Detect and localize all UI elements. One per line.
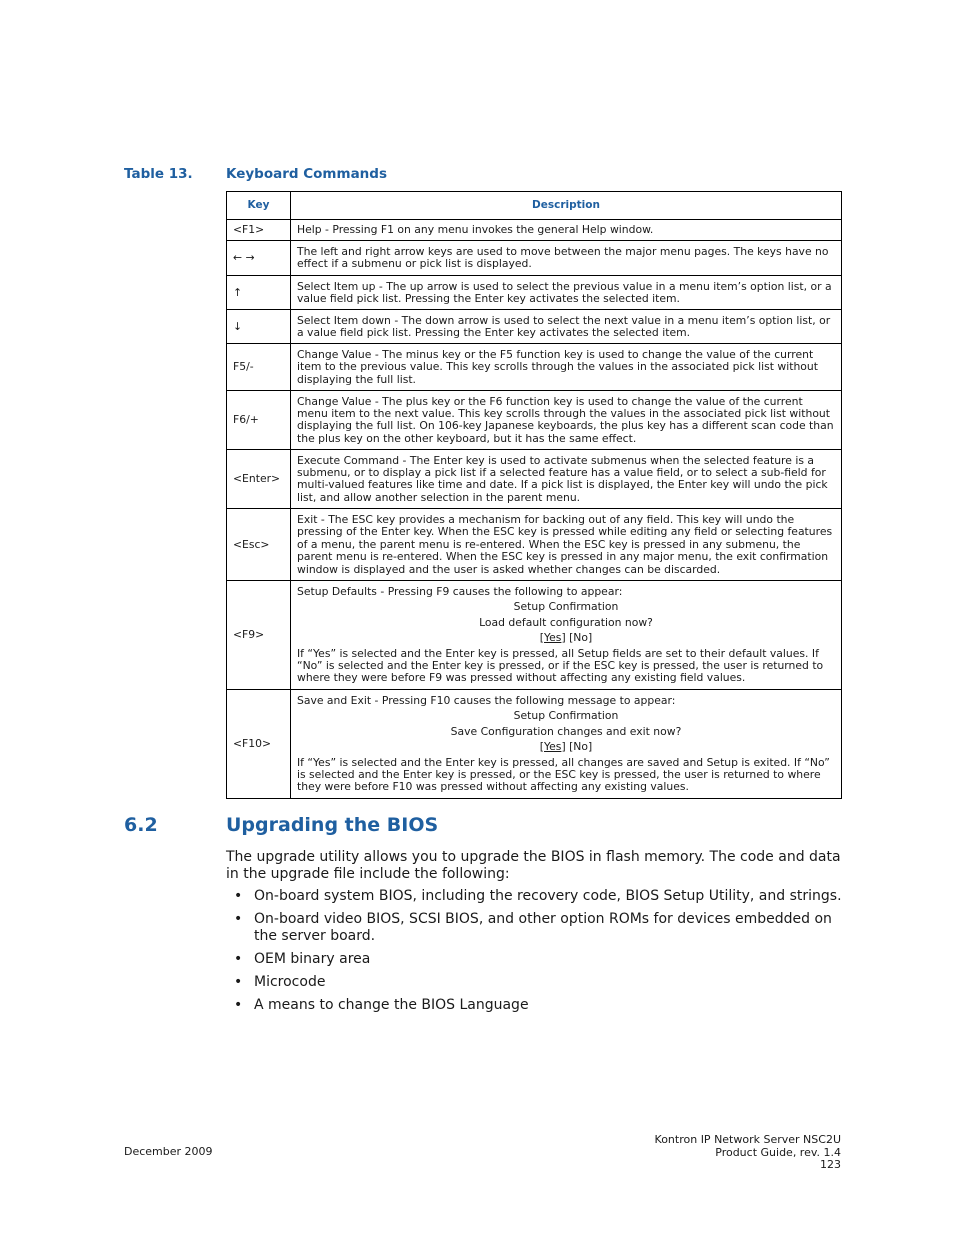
section-heading <box>124 814 438 836</box>
table-row <box>227 344 842 391</box>
f10-yes-option: Yes <box>544 740 562 754</box>
table-row <box>227 310 842 344</box>
footer-date: December 2009 <box>124 1145 213 1158</box>
footer-right <box>655 1134 841 1172</box>
f10-confirm-question: Save Configuration changes and exit now? <box>450 724 682 738</box>
bullet-icon: • <box>234 911 243 927</box>
footer-product: Kontron IP Network Server NSC2U <box>654 1133 841 1146</box>
key-cell: <F9> <box>227 581 291 690</box>
bullet-icon: • <box>234 888 243 904</box>
description-cell: Select Item down - The down arrow is used to select the next value in a menu item’s option list, or a value field pick list. Pressing the Enter key activates the selected item. <box>291 310 842 344</box>
description-cell: Change Value - The minus key or the F5 function key is used to change the value of the current item to the previous value. This key scrolls through the values in the associated pick list without displaying the full list. <box>291 344 842 391</box>
description-cell: Exit - The ESC key provides a mechanism for backing out of any field. This key will undo the pressing of the Enter key. When the ESC key is pressed while editing any field or selecting features of a menu, the parent menu is re-entered. When the ESC key is pressed in any submenu, the parent menu is re-entered. When the ESC key is pressed in any major menu, the exit confirmation window is displayed and the user is asked whether changes can be discarded. <box>291 509 842 581</box>
table-row <box>227 690 842 799</box>
table-row <box>227 509 842 581</box>
bullet-icon: • <box>234 973 243 990</box>
f10-intro: Save and Exit - Pressing F10 causes the following message to appear: <box>297 693 676 707</box>
f10-confirm-title: Setup Confirmation <box>513 709 619 723</box>
description-cell: The left and right arrow keys are used to move between the major menu pages. The keys have no effect if a submenu or pick list is displayed. <box>291 241 842 276</box>
key-cell: <Enter> <box>227 450 291 509</box>
description-cell: Select Item up - The up arrow is used to select the previous value in a menu item’s option list, or a value field pick list. Pressing the Enter key activates the selected item. <box>291 276 842 310</box>
f9-confirm-title: Setup Confirmation <box>513 600 619 614</box>
section-paragraph: The upgrade utility allows you to upgrade the BIOS in flash memory. The code and data in the upgrade file include the following: <box>226 849 841 882</box>
key-cell: ↑ <box>227 276 291 310</box>
table-caption-number: Table 13. <box>124 166 193 182</box>
table-row <box>227 391 842 450</box>
key-cell: ↓ <box>227 310 291 344</box>
footer-guide: Product Guide, rev. 1.4 <box>715 1145 841 1159</box>
list-item: • A means to change the BIOS Language <box>234 996 529 1013</box>
description-cell <box>291 690 842 799</box>
list-item: • On-board system BIOS, including the recovery code, BIOS Setup Utility, and strings. <box>234 888 842 904</box>
section-number: 6.2 <box>124 814 158 836</box>
key-cell: <F1> <box>227 220 291 241</box>
header-description: Description <box>291 192 842 220</box>
table-row <box>227 581 842 690</box>
table-row <box>227 220 842 241</box>
page-number: 123 <box>820 1158 841 1171</box>
bullet-icon: • <box>234 996 243 1013</box>
header-key: Key <box>227 192 291 220</box>
key-cell: <F10> <box>227 690 291 799</box>
description-cell: Execute Command - The Enter key is used to activate submenus when the selected feature is a submenu, or to display a pick list if a selected feature has a value field, or to select a sub-field for multi-valued features like time and date. If a pick list is displayed, the Enter key will undo the pick list, and allow another selection in the parent menu. <box>291 450 842 509</box>
description-cell: Change Value - The plus key or the F6 function key is used to change the value of the current menu item to the next value. This key scrolls through the values in the associated pick list without displaying the full list. On 106-key Japanese keyboards, the plus key has a different scan code than the plus key on the other keyboard, but it has the same effect. <box>291 391 842 450</box>
key-cell: ← → <box>227 241 291 276</box>
table-row <box>227 241 842 276</box>
keyboard-commands-table <box>226 191 842 799</box>
f9-no-option: [No] <box>569 631 593 645</box>
f9-yes-option: Yes <box>544 631 562 645</box>
description-cell: Help - Pressing F1 on any menu invokes the general Help window. <box>291 220 842 241</box>
table-caption-title: Keyboard Commands <box>226 166 387 182</box>
f10-outro: If “Yes” is selected and the Enter key is pressed, all changes are saved and Setup is exited. If “No” is selected and the Enter key is pressed, or the ESC key is pressed, the user is returned to where they were before F10 was pressed without affecting any existing values. <box>297 755 830 794</box>
table-caption <box>124 166 387 182</box>
list-item: • Microcode <box>234 973 326 990</box>
f9-intro: Setup Defaults - Pressing F9 causes the following to appear: <box>297 584 623 598</box>
f10-choices: [Yes] [No] <box>539 740 593 754</box>
description-cell <box>291 581 842 690</box>
bullet-list <box>226 888 846 1020</box>
f9-outro: If “Yes” is selected and the Enter key is pressed, all Setup fields are set to their default values. If “No” is selected and the Enter key is pressed, or if the ESC key is pressed, the user is returned to where they were before F9 was pressed without affecting any existing field values. <box>297 646 824 685</box>
section-title: Upgrading the BIOS <box>226 814 439 836</box>
key-cell: F6/+ <box>227 391 291 450</box>
f9-choices: [Yes] [No] <box>539 631 593 645</box>
table-row <box>227 450 842 509</box>
key-cell: <Esc> <box>227 509 291 581</box>
list-item: • On-board video BIOS, SCSI BIOS, and other option ROMs for devices embedded on the server board. <box>234 911 832 944</box>
f9-confirm-question: Load default configuration now? <box>479 615 653 629</box>
list-item: • OEM binary area <box>234 950 371 967</box>
f10-no-option: [No] <box>569 740 593 754</box>
key-cell: F5/- <box>227 344 291 391</box>
table-header-row <box>227 192 842 220</box>
table-row <box>227 276 842 310</box>
bullet-icon: • <box>234 950 243 967</box>
